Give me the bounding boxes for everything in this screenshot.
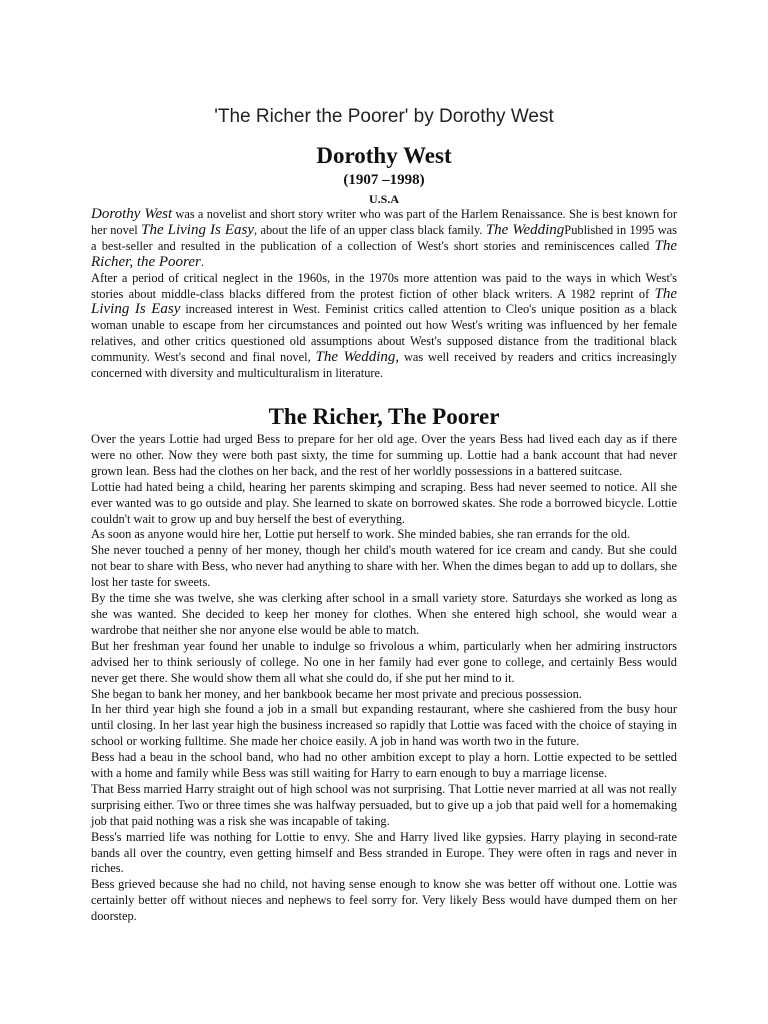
bio-text: After a period of critical neglect in the 1960s, in the 1970s more attention was paid to the ways in which West's stories about middle-class blacks differed from the protest fiction of other black writers. A 1982 reprint of (91, 270, 677, 301)
story-paragraph: But her freshman year found her unable to indulge so frivolous a whim, particularly when her admiring instructors advised her to think seriously of college. No one in her family had ever gone to college, and certainly Bess would never get there. She would show them all what she could do, if she put her mind to it. (91, 638, 677, 685)
bio-text: increased interest in West. Feminist critics called attention to Cleo's unique position as a black woman unable to escape from her circumstances and pointed out how West's writing was influenced by her female relatives, and other critics questioned old assumptions about West's supposed distance from the traditional black community. West's second and final novel, (91, 302, 677, 365)
story-paragraph: That Bess married Harry straight out of high school was not surprising. That Lottie never married at all was not really surprising either. Two or three times she was halfway persuaded, but to give up a job that paid well for a homemaking job that paid nothing was a risk she was incapable of taking. (91, 781, 677, 828)
story-paragraph: Bess had a beau in the school band, who had no other ambition except to play a horn. Lottie expected to be settled with a home and family while Bess was still waiting for Harry to earn enough to buy a marriage license. (91, 750, 677, 781)
story-paragraph: Bess's married life was nothing for Lottie to envy. She and Harry lived like gypsies. Harry playing in second-rate bands all over the country, even getting himself and Bess stranded in Europe. They were often in rags and never in riches. (91, 829, 677, 876)
bio-text: . (200, 254, 204, 269)
author-name-inline: Dorothy West (91, 206, 173, 222)
bio-text: was well received by readers and critics increasingly concerned with diversity and multiculturalism in literature. (91, 350, 677, 381)
book-title: The Living Is Easy (91, 285, 677, 318)
author-biography (91, 207, 677, 382)
story-paragraph: Over the years Lottie had urged Bess to prepare for her old age. Over the years Bess had lived each day as if there were no other. Now they were both past sixty, the time for summing up. Lottie had a bank account that had never grown lean. Bess had the clothes on her back, and the rest of her worldly possessions in a battered suitcase. (91, 432, 677, 478)
story-paragraph: By the time she was twelve, she was clerking after school in a small variety store. Saturdays she worked as long as she was wanted. She decided to keep her money for clothes. When she entered high school, she would wear a wardrobe that neither she nor anyone else would be able to match. (91, 591, 677, 637)
story-body (91, 432, 677, 925)
author-country: U.S.A (368, 192, 399, 206)
author-dates: (1907 –1998) (343, 172, 425, 188)
story-paragraph: In her third year high she found a job in a small but expanding restaurant, where she cashiered from the busy hour until closing. In her last year high the business increased so rapidly that Lottie was faced with the choice of staying in school or working fulltime. She made her choice easily. A job in hand was worth two in the future. (91, 702, 677, 749)
story-paragraph: She began to bank her money, and her bankbook became her most private and precious possession. (91, 686, 582, 701)
bio-text: , about the life of an upper class black family. (254, 222, 486, 237)
book-title: The Living Is Easy (141, 221, 255, 238)
story-paragraph: She never touched a penny of her money, though her child's mouth watered for ice cream and candy. But she could not bear to share with Bess, who never had anything to share with her. When the dimes began to add up to dollars, she lost her taste for sweets. (91, 543, 677, 590)
author-name-heading: Dorothy West (316, 143, 452, 168)
bio-paragraph-1 (91, 207, 677, 271)
book-title: The Richer, the Poorer (91, 237, 677, 270)
book-title: The Wedding (485, 221, 565, 238)
story-paragraph: As soon as anyone would hire her, Lottie put herself to work. She minded babies, she ran errands for the old. (91, 527, 631, 542)
bio-text: Published in 1995 was a best-seller and resulted in the publication of a collection of West's short stories and reminiscences called (91, 222, 677, 253)
document-title: 'The Richer the Poorer' by Dorothy West (214, 106, 554, 127)
book-title: The Wedding, (315, 349, 400, 366)
bio-paragraph-2 (91, 271, 677, 382)
story-title: The Richer, The Poorer (268, 404, 500, 429)
bio-text: was a novelist and short story writer who was part of the Harlem Renaissance. She is best known for her novel (91, 207, 677, 237)
story-paragraph: Bess grieved because she had no child, not having sense enough to know she was better off without one. Lottie was certainly better off without nieces and nephews to feel sorry for. Very likely Bess would have dumped them on her doorstep. (91, 877, 677, 924)
story-paragraph: Lottie had hated being a child, hearing her parents skimping and scraping. Bess had never seemed to notice. All she ever wanted was to go outside and play. She learned to skate on borrowed skates. She rode a borrowed bicycle. Lottie couldn't wait to grow up and buy herself the best of everything. (91, 479, 677, 526)
